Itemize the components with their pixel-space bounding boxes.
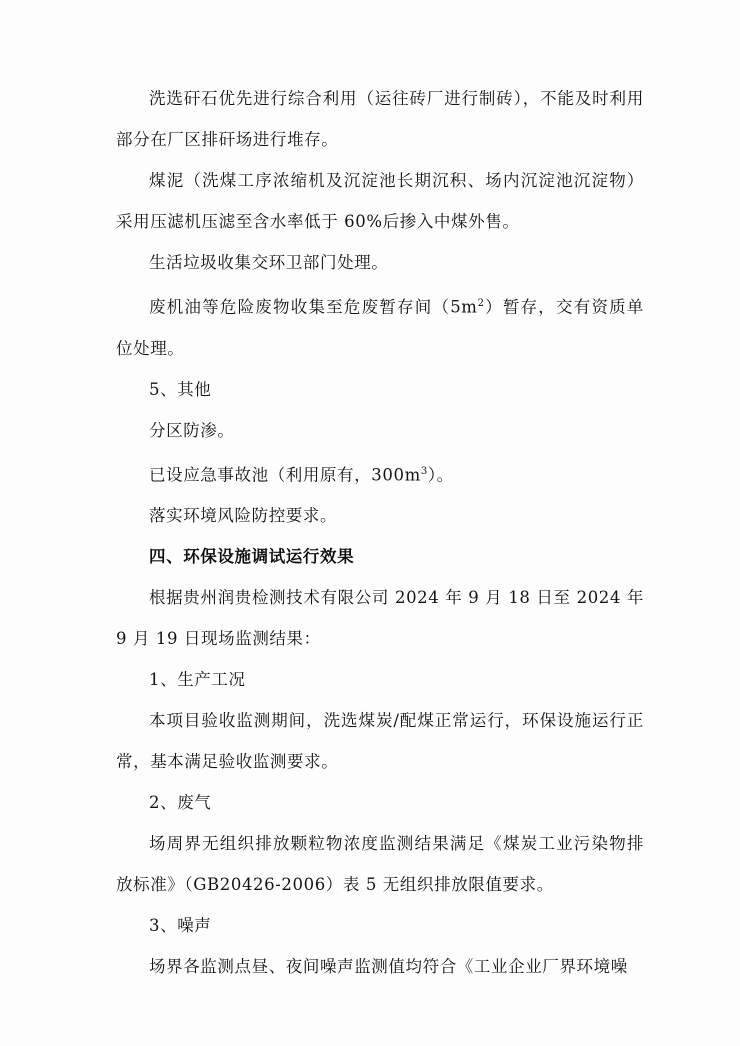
paragraph-noise-result: 场界各监测点昼、夜间噪声监测值均符合《工业企业厂界环境噪 <box>149 957 628 976</box>
paragraph-domestic-waste: 生活垃圾收集交环卫部门处理。 <box>149 253 389 272</box>
paragraph-risk-control: 落实环境风险防控要求。 <box>149 506 338 525</box>
paragraph-monitoring-basis: 根据贵州润贵检测技术有限公司 2024 年 9 月 18 日至 2024 年 9 月 19 日现场监测结果： <box>116 588 644 648</box>
hazardous-waste-text-before: 废机油等危险废物收集至危废暂存间（5m <box>149 297 478 317</box>
paragraph-waste-gas-result: 场周界无组织排放颗粒物浓度监测结果满足《煤炭工业污染物排放标准》（GB20426-2006）表 5 无组织排放限值要求。 <box>116 834 644 894</box>
paragraph-hazardous-waste <box>116 283 644 369</box>
paragraph-coal-slime: 煤泥（洗煤工序浓缩机及沉淀池长期沉积、场内沉淀池沉淀物）采用压滤机压滤至含水率低于 60%后掺入中煤外售。 <box>116 171 644 231</box>
emergency-pool-text-before: 已设应急事故池（利用原有，300m <box>149 465 421 484</box>
emergency-pool-superscript: 3 <box>420 465 428 477</box>
hazardous-waste-text-after: ）暂存，交有资质单位处理。 <box>116 297 644 358</box>
paragraph-production-status: 本项目验收监测期间，洗选煤炭/配煤正常运行，环保设施运行正常，基本满足验收监测要求。 <box>116 711 644 771</box>
hazardous-waste-superscript: 2 <box>477 298 485 309</box>
section-heading-four: 四、环保设施调试运行效果 <box>149 547 355 566</box>
paragraph-zoned-seepage: 分区防渗。 <box>149 420 235 440</box>
paragraph-item-1-title: 1、生产工况 <box>149 670 246 689</box>
paragraph-emergency-pool <box>116 451 644 496</box>
paragraph-waste-gangue: 洗选矸石优先进行综合利用（运往砖厂进行制砖），不能及时利用部分在厂区排矸场进行堆存。 <box>116 89 644 149</box>
paragraph-item-3-title: 3、噪声 <box>149 916 212 935</box>
emergency-pool-text-after: ）。 <box>427 465 454 484</box>
paragraph-item-2-title: 2、废气 <box>149 793 212 812</box>
paragraph-section-5-title: 5、其他 <box>149 379 212 399</box>
